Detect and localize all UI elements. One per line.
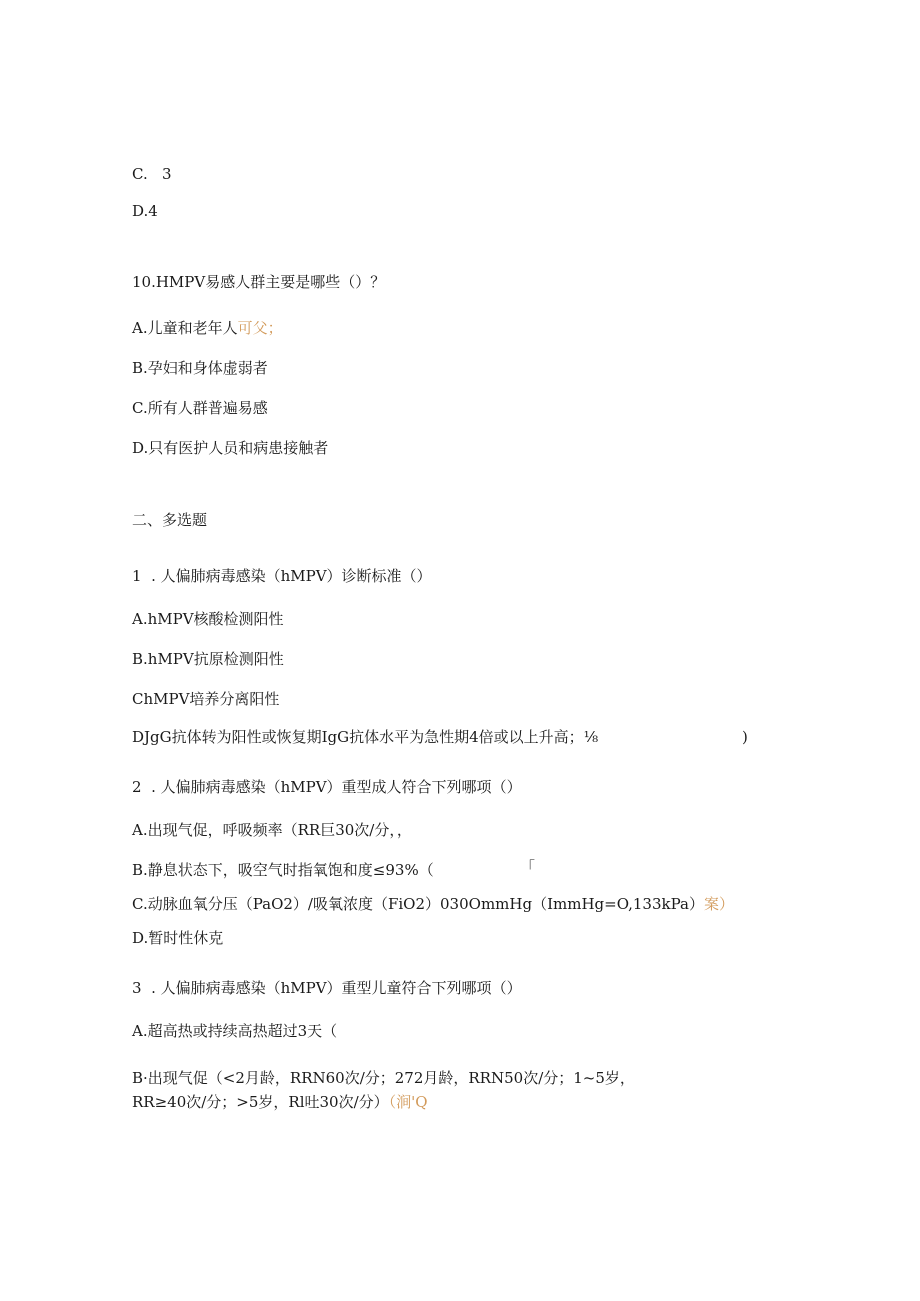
m3-question: 3 . 人偏肺病毒感染（hMPV）重型儿童符合下列哪项（） (132, 979, 522, 997)
m2-option-c (132, 894, 734, 914)
m1-option-c: ChMPV培养分离阳性 (132, 690, 280, 708)
section-heading: 二、多选题 (132, 511, 208, 529)
m2-option-c-note: 案） (703, 895, 734, 913)
m2-question: 2 . 人偏肺病毒感染（hMPV）重型成人符合下列哪项（） (132, 778, 522, 796)
m3-option-b-line1: B·出现气促（<2月龄，RRN60次/分；272月龄，RRN50次/分；1~5岁， (132, 1069, 635, 1087)
q10-option-a (132, 318, 283, 338)
m2-option-a: A.出现气促，呼吸频率（RR巨30次/分，， (132, 821, 412, 839)
q10-option-c: C.所有人群普遍易感 (132, 399, 268, 417)
m2-option-b: B.静息状态下，吸空气时指氧饱和度≤93%（ (132, 861, 434, 879)
m3-option-b-note: （涧'Q (388, 1093, 428, 1111)
q10-question: 10.HMPV易感人群主要是哪些（）？ (132, 273, 386, 291)
q10-option-b: B.孕妇和身体虚弱者 (132, 359, 268, 377)
m3-option-b-line2-text: RR≥40次/分；>5岁，Rl吐30次/分） (132, 1093, 389, 1111)
q9-option-d: D.4 (132, 202, 158, 220)
m3-option-b-line2 (132, 1092, 428, 1112)
m1-question: 1 . 人偏肺病毒感染（hMPV）诊断标准（） (132, 567, 432, 585)
m1-option-a: A.hMPV核酸检测阳性 (132, 610, 284, 628)
m3-option-a: A.超高热或持续高热超过3天（ (132, 1022, 338, 1040)
q10-option-d: D.只有医护人员和病患接触者 (132, 439, 329, 457)
m1-option-d-tail: ) (742, 728, 748, 746)
m2-option-b-tail: 「 (520, 858, 536, 876)
m1-option-b: B.hMPV抗原检测阳性 (132, 650, 284, 668)
m1-option-d: DJgG抗体转为阳性或恢复期IgG抗体水平为急性期4倍或以上升高；⅛ (132, 728, 599, 746)
q10-option-a-text: A.儿童和老年人 (132, 319, 238, 337)
m2-option-d: D.暂时性休克 (132, 929, 224, 947)
q9-option-c: C. 3 (132, 165, 172, 183)
m2-option-c-text: C.动脉血氧分压（PaO2）/吸氧浓度（FiO2）030OmmHg（ImmHg=O,133kPa） (132, 895, 704, 913)
q10-option-a-note: 可父； (237, 319, 283, 337)
